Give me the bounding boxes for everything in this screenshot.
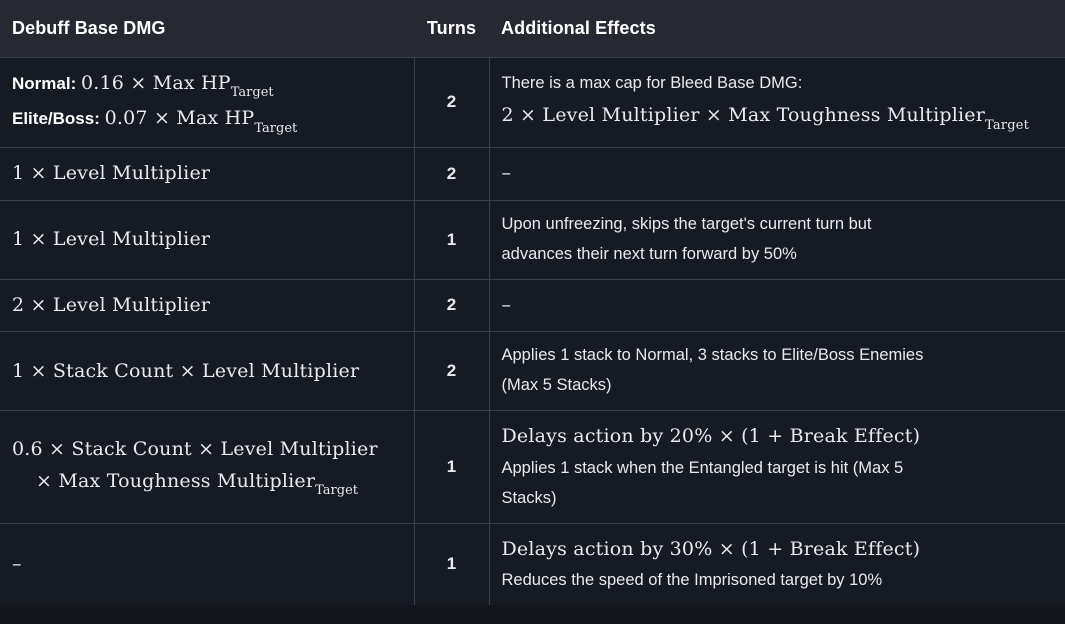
dmg-line: – [12, 552, 22, 575]
dmg-line: 0.6 × Stack Count × Level Multiplier [12, 437, 378, 460]
table-row [0, 332, 1065, 411]
table-header [0, 0, 1065, 58]
cell-turns: 2 [414, 332, 489, 411]
effect-line: There is a max cap for Bleed Base DMG: [501, 74, 803, 93]
effect-line: Delays action by 30% × (1 + Break Effect) [501, 537, 921, 560]
effect-line: Upon unfreezing, skips the target's current turn but [501, 215, 872, 234]
table-body [0, 58, 1065, 606]
dmg-line: Elite/Boss: 0.07 × Max $HP_{Target}$ [12, 107, 298, 136]
dmg-line: 1 × Stack Count × Level Multiplier [12, 359, 360, 382]
column-header-additional-effects: Additional Effects [489, 0, 1065, 58]
cell-debuff-base-dmg [0, 332, 414, 411]
effect-line: Delays action by 20% × (1 + Break Effect) [501, 425, 921, 448]
cell-additional-effects [489, 332, 1065, 411]
effect-line: 2 × Level Multiplier × Max Toughness Multiplier$_{Target}$ [501, 104, 1030, 134]
header-row [0, 0, 1065, 58]
cell-additional-effects [489, 411, 1065, 523]
cell-additional-effects [489, 201, 1065, 280]
table-row [0, 411, 1065, 523]
effect-line: Applies 1 stack when the Entangled target is hit (Max 5 [501, 458, 904, 477]
cell-debuff-base-dmg [0, 148, 414, 201]
cell-turns: 1 [414, 523, 489, 605]
dmg-line: × Max Toughness Multiplier$_{Target}$ [36, 470, 358, 499]
cell-debuff-base-dmg [0, 279, 414, 332]
table-row [0, 279, 1065, 332]
effect-line: Stacks) [501, 488, 557, 507]
effect-line: Reduces the speed of the Imprisoned target by 10% [501, 571, 883, 590]
cell-turns: 2 [414, 148, 489, 201]
table-row [0, 523, 1065, 605]
dmg-line: 1 × Level Multiplier [12, 228, 211, 251]
dmg-line: 2 × Level Multiplier [12, 293, 211, 316]
cell-turns: 1 [414, 411, 489, 523]
dmg-line: Normal: 0.16 × Max $HP_{Target}$ [12, 72, 274, 101]
effect-line: (Max 5 Stacks) [501, 376, 612, 395]
cell-debuff-base-dmg [0, 411, 414, 523]
cell-debuff-base-dmg [0, 58, 414, 148]
effect-line: – [501, 162, 511, 185]
effect-line: Applies 1 stack to Normal, 3 stacks to Elite/Boss Enemies [501, 346, 924, 365]
cell-turns: 1 [414, 201, 489, 280]
cell-turns: 2 [414, 58, 489, 148]
effect-line: – [501, 293, 511, 316]
table-row [0, 58, 1065, 148]
cell-additional-effects [489, 279, 1065, 332]
cell-turns: 2 [414, 279, 489, 332]
cell-additional-effects [489, 58, 1065, 148]
cell-debuff-base-dmg [0, 523, 414, 605]
cell-additional-effects [489, 523, 1065, 605]
cell-additional-effects [489, 148, 1065, 201]
effect-line: advances their next turn forward by 50% [501, 244, 797, 263]
column-header-debuff-base-dmg: Debuff Base DMG [0, 0, 414, 58]
cell-debuff-base-dmg [0, 201, 414, 280]
table-row [0, 201, 1065, 280]
table-row [0, 148, 1065, 201]
dmg-line: 1 × Level Multiplier [12, 162, 211, 185]
column-header-turns: Turns [414, 0, 489, 58]
